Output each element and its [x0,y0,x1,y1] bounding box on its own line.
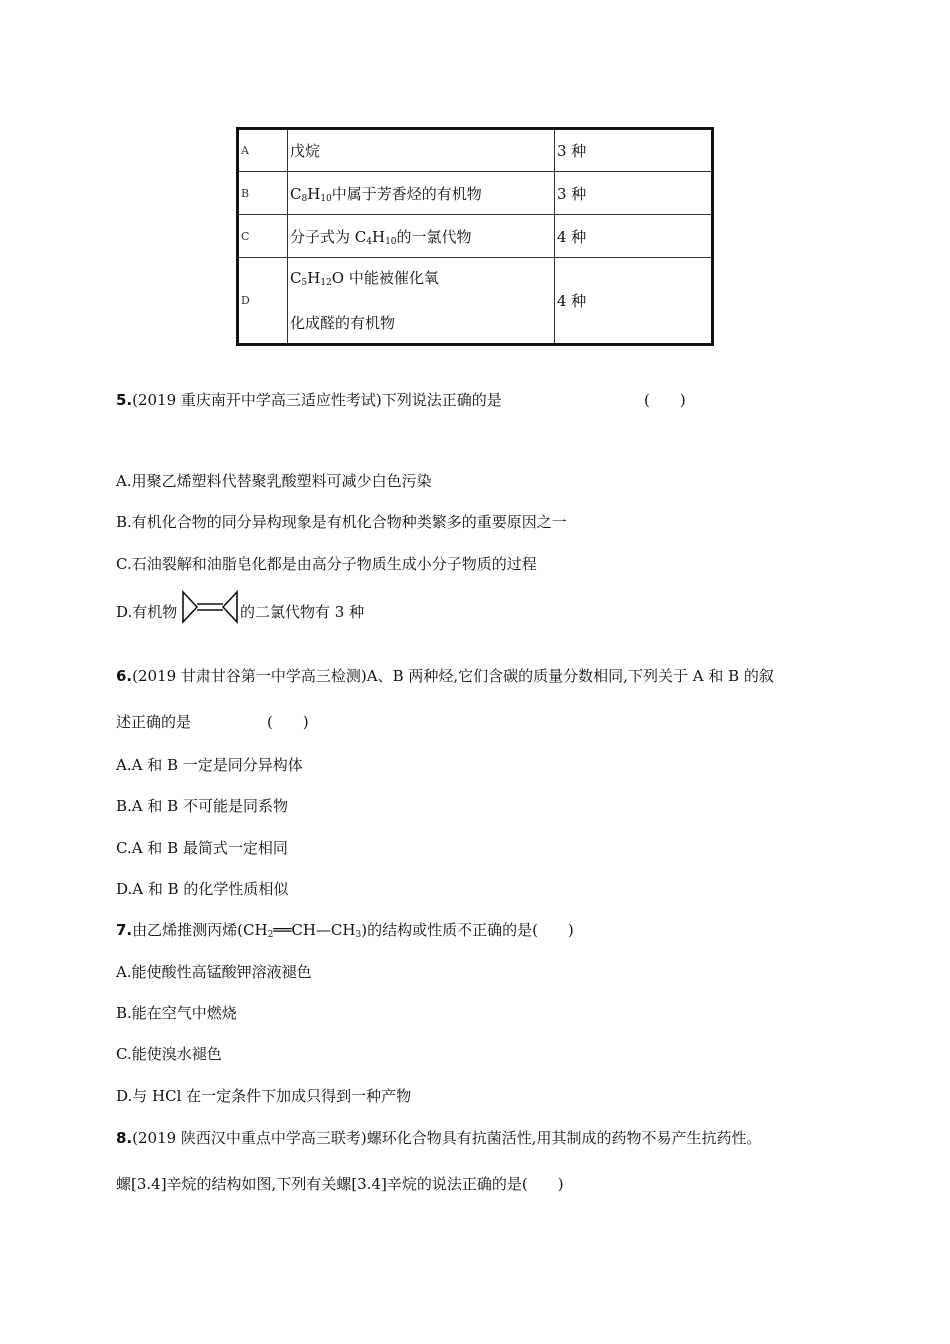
answer-paren: ( ) [644,391,686,409]
row-label: C [238,215,288,258]
answer-paren: ( ) [267,713,309,731]
option-b: B.A 和 B 不可能是同系物 [116,797,288,815]
question-number: 5. [116,391,133,409]
option-d: D.A 和 B 的化学性质相似 [116,880,289,898]
row-label: B [238,172,288,215]
row-count: 4 种 [555,215,713,258]
table-row [238,215,713,258]
bicyclopropylidene-structure [181,588,239,628]
question-6-stem [116,665,774,686]
row-count: 4 种 [555,258,713,345]
option-a: A.能使酸性高锰酸钾溶液褪色 [116,963,312,981]
question-number: 6. [116,667,133,685]
option-d: D.与 HCl 在一定条件下加成只得到一种产物 [116,1087,412,1105]
question-5-stem [116,389,502,410]
row-description: 分子式为 $C_4H_{10}$的一氯代物 [288,215,555,258]
answer-table [236,127,714,346]
question-number: 7. [116,921,133,939]
row-label: D [238,258,288,345]
option-c: C.石油裂解和油脂皂化都是由高分子物质生成小分子物质的过程 [116,555,537,573]
option-a: A.A 和 B 一定是同分异构体 [116,756,303,774]
row-count: 3 种 [555,129,713,172]
table-row [238,172,713,215]
option-a: A.用聚乙烯塑料代替聚乳酸塑料可减少白色污染 [116,472,432,490]
question-6-stem-cont: 述正确的是 [116,713,192,731]
option-d-suffix: 的二氯代物有 3 种 [240,603,365,621]
table-row [238,129,713,172]
option-c: C.A 和 B 最简式一定相同 [116,839,288,857]
question-text: (2019 重庆南开中学高三适应性考试)下列说法正确的是 [132,391,502,409]
question-7-stem: 7.由乙烯推测丙烯$(CH_2══CH—CH_3)$的结构或性质不正确的是( ) [116,921,574,940]
row-description: $C_5H_{12}O$ 中能被催化氧 化成醛的有机物 [288,258,555,345]
question-8-stem [116,1127,762,1148]
table-row [238,258,713,345]
row-description: 戊烷 [288,129,555,172]
question-text: (2019 陕西汉中重点中学高三联考)螺环化合物具有抗菌活性,用其制成的药物不易产生抗药性。 [132,1129,762,1147]
option-b: B.有机化合物的同分异构现象是有机化合物种类繁多的重要原因之一 [116,513,567,531]
option-d-prefix: D.有机物 [116,603,178,621]
question-number: 8. [116,1129,133,1147]
question-text: (2019 甘肃甘谷第一中学高三检测)A、B 两种烃,它们含碳的质量分数相同,下列关于 A 和 B 的叙 [132,667,774,685]
option-c: C.能使溴水褪色 [116,1045,222,1063]
row-label: A [238,129,288,172]
option-b: B.能在空气中燃烧 [116,1004,237,1022]
row-description: $C_8H_{10}$中属于芳香烃的有机物 [288,172,555,215]
question-8-stem-cont: 螺[3.4]辛烷的结构如图,下列有关螺[3.4]辛烷的说法正确的是( ) [116,1175,564,1193]
row-count: 3 种 [555,172,713,215]
